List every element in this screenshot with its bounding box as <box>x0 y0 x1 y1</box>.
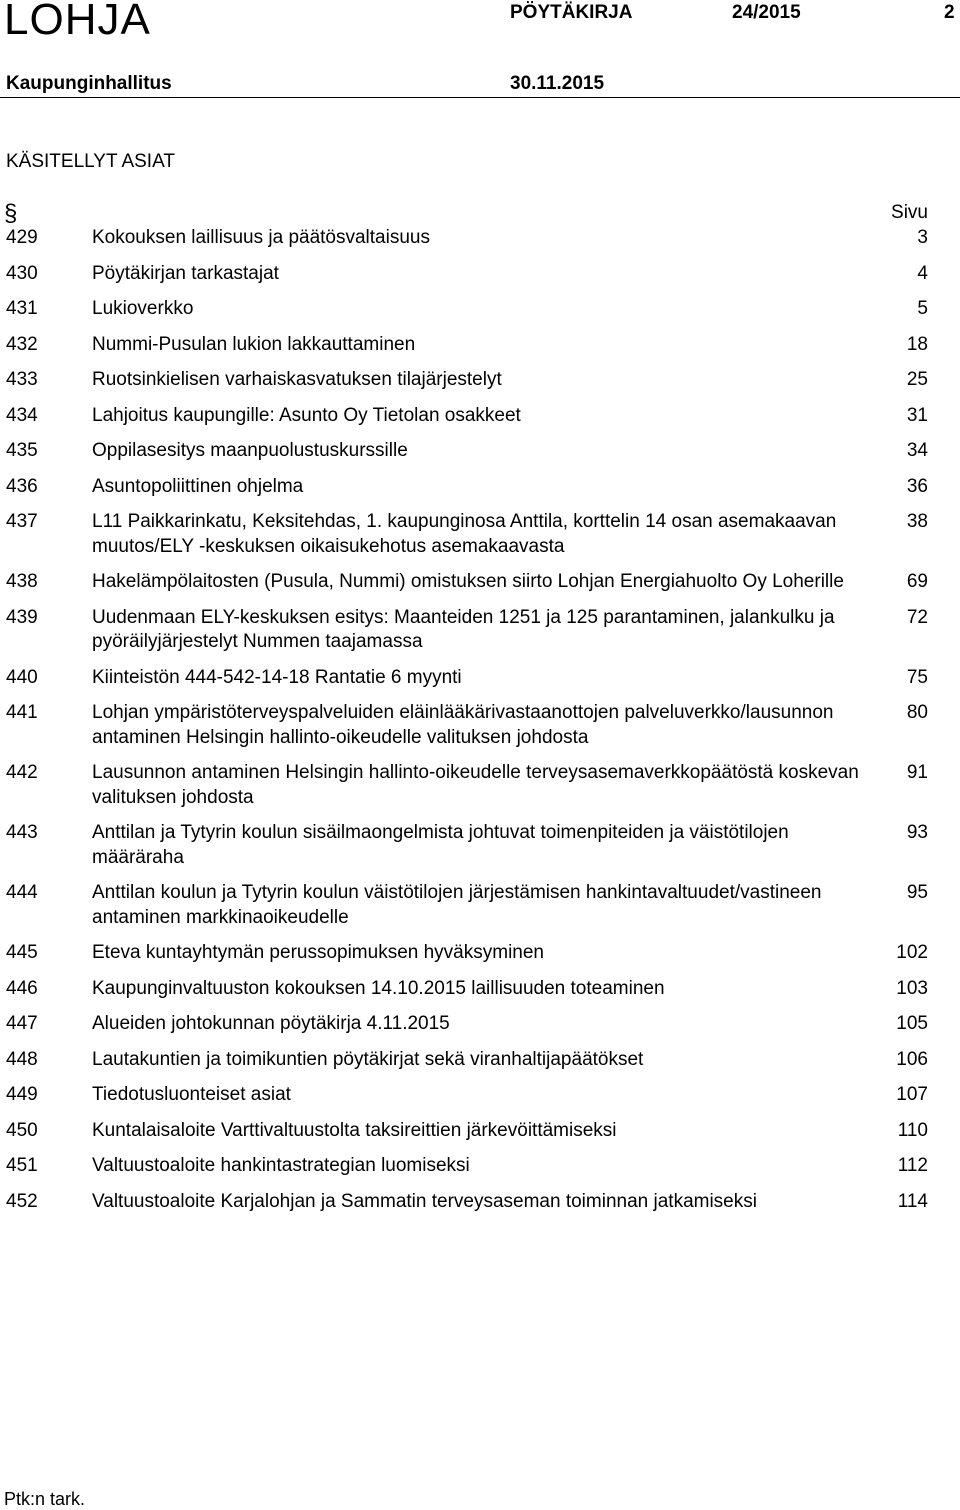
agenda-item <box>0 701 960 750</box>
agenda-item-page: 38 <box>906 511 928 532</box>
agenda-item-title: Oppilasesitys maanpuolustuskurssille <box>92 440 408 461</box>
agenda-item <box>0 1119 960 1144</box>
agenda-item-page: 36 <box>906 475 928 497</box>
agenda-item-list <box>0 226 960 1225</box>
agenda-item-number: 445 <box>6 942 38 963</box>
agenda-item-title: Lahjoitus kaupungille: Asunto Oy Tietolan osakkeet <box>92 404 521 426</box>
agenda-item <box>0 1048 960 1073</box>
document-number: 24/2015 <box>732 2 801 23</box>
agenda-item-page: 3 <box>917 227 928 248</box>
agenda-item-number: 450 <box>6 1119 38 1141</box>
agenda-item-page: 103 <box>896 977 928 999</box>
agenda-item-number: 435 <box>6 440 38 461</box>
agenda-item-title: Lautakuntien ja toimikuntien pöytäkirjat sekä viranhaltijapäätökset <box>92 1048 644 1070</box>
paragraph-column-header: § <box>4 200 18 227</box>
agenda-item-page: 95 <box>906 882 928 903</box>
agenda-item <box>0 297 960 322</box>
agenda-item-title: Valtuustoaloite hankintastrategian luomiseksi <box>92 1155 470 1176</box>
agenda-item <box>0 570 960 595</box>
page-number: 2 <box>944 2 955 23</box>
agenda-item <box>0 977 960 1002</box>
agenda-item-page: 72 <box>906 606 928 628</box>
agenda-item-title: Lukioverkko <box>92 298 194 319</box>
agenda-item-page: 91 <box>906 762 928 783</box>
agenda-item <box>0 941 960 966</box>
agenda-item <box>0 475 960 500</box>
agenda-item-page: 93 <box>906 822 928 843</box>
agenda-item-title: Ruotsinkielisen varhaiskasvatuksen tilajärjestelyt <box>92 369 502 390</box>
agenda-item-page: 110 <box>897 1119 928 1141</box>
agenda-item <box>0 368 960 393</box>
agenda-item <box>0 1083 960 1108</box>
agenda-item-title: L11 Paikkarinkatu, Keksitehdas, 1. kaupunginosa Anttila, korttelin 14 osan asemakaavan muutos/ELY -keskuksen oikaisukehotus asemakaavasta <box>92 511 837 557</box>
agenda-item-page: 25 <box>906 369 928 390</box>
agenda-item-number: 434 <box>6 404 38 426</box>
agenda-item-number: 441 <box>6 702 38 723</box>
agenda-item-number: 448 <box>6 1048 38 1070</box>
agenda-item-title: Anttilan ja Tytyrin koulun sisäilmaongelmista johtuvat toimenpiteiden ja väistötilojen määräraha <box>92 822 789 868</box>
header-divider <box>0 97 960 98</box>
agenda-item-number: 433 <box>6 369 38 390</box>
agenda-item-title: Nummi-Pusulan lukion lakkauttaminen <box>92 333 416 355</box>
agenda-item-page: 75 <box>906 666 928 688</box>
meeting-date: 30.11.2015 <box>510 73 605 94</box>
agenda-item-number: 438 <box>6 571 38 592</box>
agenda-item-page: 5 <box>917 298 928 319</box>
agenda-item-title: Anttilan koulun ja Tytyrin koulun väistötilojen järjestämisen hankintavaltuudet/vastineen antaminen markkinaoikeudelle <box>92 882 822 928</box>
agenda-item-title: Alueiden johtokunnan pöytäkirja 4.11.2015 <box>92 1013 450 1034</box>
agenda-item-title: Eteva kuntayhtymän perussopimuksen hyväksyminen <box>92 942 545 963</box>
agenda-item-title: Tiedotusluonteiset asiat <box>92 1084 291 1105</box>
agenda-item <box>0 404 960 429</box>
agenda-item-page: 102 <box>896 942 928 963</box>
agenda-item-number: 439 <box>6 606 38 628</box>
agenda-item <box>0 439 960 464</box>
lohja-logo: LOHJA <box>4 0 151 44</box>
agenda-item <box>0 881 960 930</box>
section-title: KÄSITELLYT ASIAT <box>6 151 175 172</box>
agenda-item-page: 34 <box>906 440 928 461</box>
agenda-item <box>0 821 960 870</box>
agenda-item-number: 437 <box>6 511 38 532</box>
agenda-item-page: 31 <box>906 404 928 426</box>
agenda-item-title: Hakelämpölaitosten (Pusula, Nummi) omistuksen siirto Lohjan Energiahuolto Oy Loherille <box>92 571 844 592</box>
agenda-item-number: 431 <box>6 298 38 319</box>
agenda-item <box>0 1012 960 1037</box>
agenda-item <box>0 1190 960 1215</box>
organization-name: Kaupunginhallitus <box>6 73 172 94</box>
agenda-item-number: 452 <box>6 1190 38 1212</box>
agenda-item-page: 107 <box>896 1084 928 1105</box>
agenda-item <box>0 1154 960 1179</box>
agenda-item-title: Lohjan ympäristöterveyspalveluiden eläinlääkärivastaanottojen palveluverkko/lausunnon antaminen Helsingin hallinto-oikeudelle valituksen johdosta <box>92 702 834 748</box>
agenda-item-number: 432 <box>6 333 38 355</box>
agenda-item-page: 106 <box>896 1048 928 1070</box>
agenda-item <box>0 761 960 810</box>
agenda-item-number: 447 <box>6 1013 38 1034</box>
agenda-item-number: 440 <box>6 666 38 688</box>
agenda-item <box>0 510 960 559</box>
agenda-item-page: 4 <box>917 262 928 284</box>
agenda-item-number: 442 <box>6 762 38 783</box>
agenda-item-title: Asuntopoliittinen ohjelma <box>92 475 304 497</box>
agenda-item-page: 112 <box>897 1155 928 1176</box>
agenda-item <box>0 606 960 655</box>
agenda-item-number: 449 <box>6 1084 38 1105</box>
page-column-header: Sivu <box>891 202 928 223</box>
agenda-item <box>0 262 960 287</box>
agenda-item-title: Uudenmaan ELY-keskuksen esitys: Maanteiden 1251 ja 125 parantaminen, jalankulku ja pyöräilyjärjestelyt Nummen taajamassa <box>92 606 835 652</box>
agenda-item-page: 18 <box>906 333 928 355</box>
agenda-item-page: 114 <box>897 1190 928 1212</box>
agenda-item-number: 446 <box>6 977 38 999</box>
minutes-check-label: Ptk:n tark. <box>4 1489 86 1509</box>
agenda-item-title: Lausunnon antaminen Helsingin hallinto-oikeudelle terveysasemaverkkopäätöstä koskevan valituksen johdosta <box>92 762 859 808</box>
agenda-item-page: 80 <box>906 702 928 723</box>
document-type: PÖYTÄKIRJA <box>510 2 633 23</box>
agenda-item-number: 430 <box>6 262 38 284</box>
agenda-item-title: Valtuustoaloite Karjalohjan ja Sammatin terveysaseman toiminnan jatkamiseksi <box>92 1190 757 1212</box>
agenda-item-title: Pöytäkirjan tarkastajat <box>92 262 279 284</box>
agenda-item-title: Kuntalaisaloite Varttivaltuustolta taksireittien järkevöittämiseksi <box>92 1119 617 1141</box>
agenda-item <box>0 226 960 251</box>
agenda-item-number: 436 <box>6 475 38 497</box>
agenda-item <box>0 666 960 691</box>
agenda-item-number: 443 <box>6 822 38 843</box>
agenda-item-number: 451 <box>6 1155 38 1176</box>
agenda-item-page: 105 <box>896 1013 928 1034</box>
agenda-item-title: Kaupunginvaltuuston kokouksen 14.10.2015 laillisuuden toteaminen <box>92 977 665 999</box>
agenda-item <box>0 333 960 358</box>
agenda-item-page: 69 <box>906 571 928 592</box>
agenda-item-number: 444 <box>6 882 38 903</box>
agenda-item-number: 429 <box>6 227 38 248</box>
agenda-item-title: Kiinteistön 444-542-14-18 Rantatie 6 myynti <box>92 666 462 688</box>
agenda-item-title: Kokouksen laillisuus ja päätösvaltaisuus <box>92 227 430 248</box>
